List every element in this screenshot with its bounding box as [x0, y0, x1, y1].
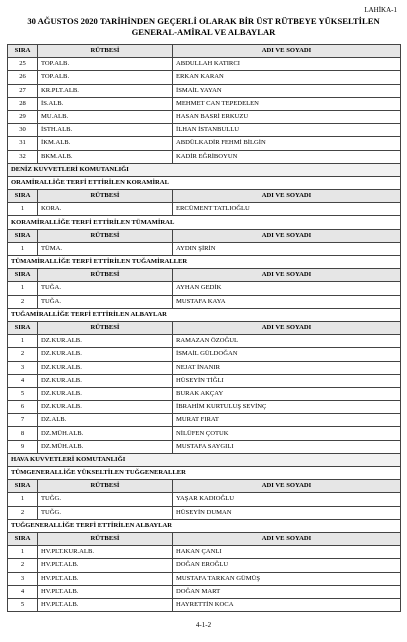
- rank-cell: İS.ALB.: [38, 97, 173, 110]
- promotion-table: [7, 44, 401, 612]
- rank-cell: TUĞA.: [38, 295, 173, 308]
- page-title: [0, 16, 407, 38]
- sira-cell: 25: [8, 58, 38, 71]
- header-ad: ADI VE SOYADI: [173, 190, 401, 203]
- name-cell: HASAN BASRİ ERKUZU: [173, 110, 401, 123]
- table-row: [8, 71, 401, 84]
- table-row: [8, 282, 401, 295]
- header-rutbe: RÜTBESİ: [38, 45, 173, 58]
- rank-cell: DZ.KUR.ALB.: [38, 335, 173, 348]
- table-header-row: [8, 480, 401, 493]
- header-ad: ADI VE SOYADI: [173, 321, 401, 334]
- rank-cell: BKM.ALB.: [38, 150, 173, 163]
- sira-cell: 8: [8, 427, 38, 440]
- name-cell: ERCÜMENT TATLIOĞLU: [173, 203, 401, 216]
- name-cell: HÜSEYİN TİĞLI: [173, 374, 401, 387]
- sira-cell: 1: [8, 335, 38, 348]
- rank-cell: DZ.MÜH.ALB.: [38, 440, 173, 453]
- name-cell: MUSTAFA SAYGILI: [173, 440, 401, 453]
- sira-cell: 1: [8, 546, 38, 559]
- rank-cell: MU.ALB.: [38, 110, 173, 123]
- header-sira: SIRA: [8, 321, 38, 334]
- name-cell: HAYRETTİN KOCA: [173, 598, 401, 611]
- header-rutbe: RÜTBESİ: [38, 532, 173, 545]
- header-rutbe: RÜTBESİ: [38, 229, 173, 242]
- name-cell: YAŞAR KADIOĞLU: [173, 493, 401, 506]
- header-ad: ADI VE SOYADI: [173, 45, 401, 58]
- header-sira: SIRA: [8, 229, 38, 242]
- subsection-heading: [8, 216, 401, 229]
- title-line-1: 30 AĞUSTOS 2020 TARİHİNDEN GEÇERLİ OLARAK BİR ÜST RÜTBEYE YÜKSELTİLEN: [27, 16, 380, 26]
- name-cell: ABDÜLKADİR FEHMİ BİLGİN: [173, 137, 401, 150]
- sira-cell: 31: [8, 137, 38, 150]
- name-cell: ABDULLAH KATIRCI: [173, 58, 401, 71]
- page-number: 4-1-2: [195, 621, 212, 629]
- name-cell: İSMAİL GÜLDOĞAN: [173, 348, 401, 361]
- sira-cell: 6: [8, 401, 38, 414]
- sira-cell: 1: [8, 282, 38, 295]
- header-ad: ADI VE SOYADI: [173, 532, 401, 545]
- table-row: [8, 401, 401, 414]
- name-cell: MUSTAFA TARKAN GÜMÜŞ: [173, 572, 401, 585]
- table-row: [8, 546, 401, 559]
- table-row: [8, 84, 401, 97]
- subsection-heading: [8, 256, 401, 269]
- header-sira: SIRA: [8, 45, 38, 58]
- sira-cell: 29: [8, 110, 38, 123]
- subsection-heading-text: TÜMAMİRALLİĞE TERFİ ETTİRİLEN TUĞAMİRALLER: [8, 256, 401, 269]
- sira-cell: 1: [8, 242, 38, 255]
- annex-label: LAHİKA-1: [364, 6, 397, 14]
- name-cell: AYDIN ŞİRİN: [173, 242, 401, 255]
- rank-cell: TOP.ALB.: [38, 71, 173, 84]
- name-cell: DOĞAN MART: [173, 585, 401, 598]
- section-heading-text: HAVA KUVVETLERİ KOMUTANLIĞI: [8, 453, 401, 466]
- name-cell: İLHAN İSTANBULLU: [173, 124, 401, 137]
- table-row: [8, 58, 401, 71]
- title-line-2: GENERAL-AMİRAL VE ALBAYLAR: [131, 27, 276, 37]
- table-row: [8, 387, 401, 400]
- name-cell: ERKAN KARAN: [173, 71, 401, 84]
- rank-cell: TUĞG.: [38, 493, 173, 506]
- table-row: [8, 598, 401, 611]
- section-heading-text: DENİZ KUVVETLERİ KOMUTANLIĞI: [8, 163, 401, 176]
- header-ad: ADI VE SOYADI: [173, 480, 401, 493]
- name-cell: HAKAN ÇANLI: [173, 546, 401, 559]
- table-row: [8, 348, 401, 361]
- name-cell: MURAT FIRAT: [173, 414, 401, 427]
- subsection-heading: [8, 519, 401, 532]
- table-row: [8, 440, 401, 453]
- table-row: [8, 427, 401, 440]
- table-row: [8, 124, 401, 137]
- header-sira: SIRA: [8, 269, 38, 282]
- header-rutbe: RÜTBESİ: [38, 480, 173, 493]
- subsection-heading-text: KORAMİRALLİĞE TERFİ ETTİRİLEN TÜMAMİRAL: [8, 216, 401, 229]
- sira-cell: 2: [8, 559, 38, 572]
- rank-cell: İSTH.ALB.: [38, 124, 173, 137]
- header-rutbe: RÜTBESİ: [38, 321, 173, 334]
- header-sira: SIRA: [8, 190, 38, 203]
- rank-cell: HV.PLT.ALB.: [38, 598, 173, 611]
- name-cell: MEHMET CAN TEPEDELEN: [173, 97, 401, 110]
- sira-cell: 27: [8, 84, 38, 97]
- table-row: [8, 414, 401, 427]
- rank-cell: KORA.: [38, 203, 173, 216]
- subsection-heading: [8, 467, 401, 480]
- table-header-row: [8, 45, 401, 58]
- sira-cell: 5: [8, 387, 38, 400]
- sira-cell: 2: [8, 295, 38, 308]
- name-cell: DOĞAN EROĞLU: [173, 559, 401, 572]
- subsection-heading-text: TUĞGENERALLİĞE TERFİ ETTİRİLEN ALBAYLAR: [8, 519, 401, 532]
- table-row: [8, 335, 401, 348]
- name-cell: NEJAT İNANIR: [173, 361, 401, 374]
- rank-cell: KR.PLT.ALB.: [38, 84, 173, 97]
- rank-cell: DZ.KUR.ALB.: [38, 387, 173, 400]
- rank-cell: TOP.ALB.: [38, 58, 173, 71]
- table-row: [8, 150, 401, 163]
- table-row: [8, 361, 401, 374]
- header-ad: ADI VE SOYADI: [173, 229, 401, 242]
- section-heading: [8, 163, 401, 176]
- sira-cell: 5: [8, 598, 38, 611]
- subsection-heading-text: TÜMGENERALLİĞE YÜKSELTİLEN TUĞGENERALLER: [8, 467, 401, 480]
- table-row: [8, 242, 401, 255]
- rank-cell: İKM.ALB.: [38, 137, 173, 150]
- table-row: [8, 493, 401, 506]
- sira-cell: 9: [8, 440, 38, 453]
- sira-cell: 3: [8, 572, 38, 585]
- rank-cell: TÜMA.: [38, 242, 173, 255]
- sira-cell: 32: [8, 150, 38, 163]
- sira-cell: 26: [8, 71, 38, 84]
- header-sira: SIRA: [8, 480, 38, 493]
- rank-cell: HV.PLT.ALB.: [38, 585, 173, 598]
- sira-cell: 4: [8, 374, 38, 387]
- subsection-heading: [8, 308, 401, 321]
- name-cell: HÜSEYİN DUMAN: [173, 506, 401, 519]
- table-header-row: [8, 269, 401, 282]
- section-heading: [8, 453, 401, 466]
- subsection-heading: [8, 176, 401, 189]
- promotion-table-container: [7, 44, 400, 612]
- rank-cell: DZ.KUR.ALB.: [38, 374, 173, 387]
- table-header-row: [8, 321, 401, 334]
- rank-cell: DZ.ALB.: [38, 414, 173, 427]
- table-row: [8, 97, 401, 110]
- table-row: [8, 295, 401, 308]
- rank-cell: HV.PLT.ALB.: [38, 572, 173, 585]
- rank-cell: TUĞA.: [38, 282, 173, 295]
- subsection-heading-text: ORAMİRALLİĞE TERFİ ETTİRİLEN KORAMİRAL: [8, 176, 401, 189]
- table-row: [8, 572, 401, 585]
- table-row: [8, 110, 401, 123]
- sira-cell: 3: [8, 361, 38, 374]
- name-cell: MUSTAFA KAYA: [173, 295, 401, 308]
- name-cell: KADİR EĞRİBOYUN: [173, 150, 401, 163]
- rank-cell: HV.PLT.KUR.ALB.: [38, 546, 173, 559]
- promotion-table-body: [8, 45, 401, 612]
- name-cell: İSMAİL YAYAN: [173, 84, 401, 97]
- sira-cell: 28: [8, 97, 38, 110]
- rank-cell: DZ.MÜH.ALB.: [38, 427, 173, 440]
- table-row: [8, 137, 401, 150]
- sira-cell: 1: [8, 203, 38, 216]
- rank-cell: DZ.KUR.ALB.: [38, 401, 173, 414]
- table-header-row: [8, 190, 401, 203]
- table-row: [8, 585, 401, 598]
- sira-cell: 1: [8, 493, 38, 506]
- sira-cell: 30: [8, 124, 38, 137]
- name-cell: İBRAHİM KURTULUŞ SEVİNÇ: [173, 401, 401, 414]
- header-ad: ADI VE SOYADI: [173, 269, 401, 282]
- sira-cell: 2: [8, 506, 38, 519]
- sira-cell: 4: [8, 585, 38, 598]
- rank-cell: DZ.KUR.ALB.: [38, 348, 173, 361]
- rank-cell: TUĞG.: [38, 506, 173, 519]
- table-row: [8, 203, 401, 216]
- sira-cell: 2: [8, 348, 38, 361]
- rank-cell: DZ.KUR.ALB.: [38, 361, 173, 374]
- header-rutbe: RÜTBESİ: [38, 269, 173, 282]
- name-cell: RAMAZAN ÖZOĞUL: [173, 335, 401, 348]
- subsection-heading-text: TUĞAMİRALLİĞE TERFİ ETTİRİLEN ALBAYLAR: [8, 308, 401, 321]
- table-header-row: [8, 229, 401, 242]
- header-sira: SIRA: [8, 532, 38, 545]
- table-row: [8, 506, 401, 519]
- table-header-row: [8, 532, 401, 545]
- name-cell: BURAK AKÇAY: [173, 387, 401, 400]
- rank-cell: HV.PLT.ALB.: [38, 559, 173, 572]
- name-cell: AYHAN GEDİK: [173, 282, 401, 295]
- sira-cell: 7: [8, 414, 38, 427]
- name-cell: NİLÜFEN ÇOTUK: [173, 427, 401, 440]
- table-row: [8, 374, 401, 387]
- table-row: [8, 559, 401, 572]
- header-rutbe: RÜTBESİ: [38, 190, 173, 203]
